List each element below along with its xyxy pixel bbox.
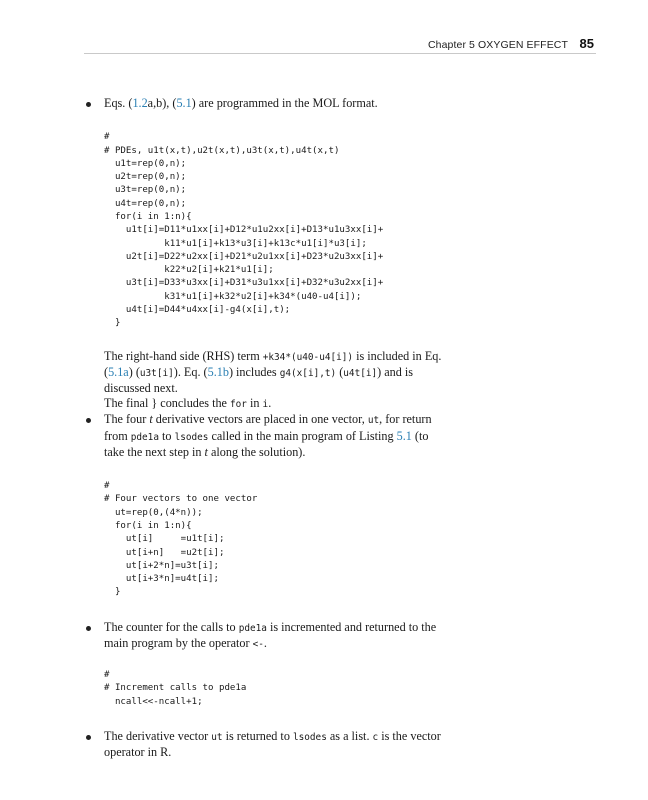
bullet-eqs-programmed: Eqs. (1.2a,b), (5.1) are programmed in the MOL format.	[86, 96, 446, 111]
bullet-dot	[86, 102, 91, 107]
code-block-pdes: # # PDEs, u1t(x,t),u2t(x,t),u3t(x,t),u4t(x,t) u1t=rep(0,n); u2t=rep(0,n); u3t=rep(0,n); u4t=rep(0,n); for(i in 1:n){ u1t[i]=D11*u1xx[i]+D12*u1u2xx[i]+D13*u1u3xx[i]+ k11*u1[i]+k13*u3[i]+k13c*u1[i]*u3[i]; u2t[i]=D22*u2xx[i]+D21*u2u1xx[i]+D23*u2u3xx[i]+ k22*u2[i]+k21*u1[i]; u3t[i]=D33*u3xx[i]+D31*u3u1xx[i]+D32*u3u2xx[i]+ k31*u1[i]+k32*u2[i]+k34*(u40-u4[i]); u4t[i]=D44*u4xx[i]-g4(x[i],t); }	[104, 132, 384, 329]
eq-link-1-2[interactable]: 1.2	[132, 96, 148, 110]
bullet-dot	[86, 626, 91, 631]
paragraph-final-brace: The final } concludes the for in i.	[104, 396, 272, 411]
listing-link-5-1[interactable]: 5.1	[396, 428, 412, 443]
bullet-derivative-vector: The derivative vector ut is returned to lsodes as a list. c is the vector operator in R.	[86, 729, 446, 760]
eq-link-5-1a[interactable]: 5.1a	[108, 364, 129, 379]
bullet-dot	[86, 735, 91, 740]
page-number: 85	[579, 36, 594, 51]
bullet-four-vectors: The four t derivative vectors are placed in one vector, ut, for return from pde1a to lsodes called in the main program of Listing 5.1 (to take the next step in t along the solution).	[86, 412, 446, 460]
code-block-four-vectors: # # Four vectors to one vector ut=rep(0,(4*n)); for(i in 1:n){ ut[i] =u1t[i]; ut[i+n] =u2t[i]; ut[i+2*n]=u3t[i]; ut[i+3*n]=u4t[i]; }	[104, 481, 258, 598]
chapter-title: Chapter 5 OXYGEN EFFECT	[427, 39, 568, 51]
eq-link-5-1[interactable]: 5.1	[176, 96, 192, 110]
eq-link-5-1b[interactable]: 5.1b	[207, 364, 229, 379]
bullet-dot	[86, 418, 91, 423]
header-rule	[84, 53, 596, 54]
page-body	[86, 96, 446, 760]
paragraph-rhs-term: The right-hand side (RHS) term +k34*(u40-u4[i]) is included in Eq. (5.1a) (u3t[i]). Eq. (5.1b) includes g4(x[i],t) (u4t[i]) and is discussed next.	[104, 348, 442, 396]
code-block-increment: # # Increment calls to pde1a ncall<<-ncall+1;	[104, 670, 247, 707]
bullet-counter: The counter for the calls to pde1a is incremented and returned to the main program by the operator <-.	[86, 620, 446, 652]
